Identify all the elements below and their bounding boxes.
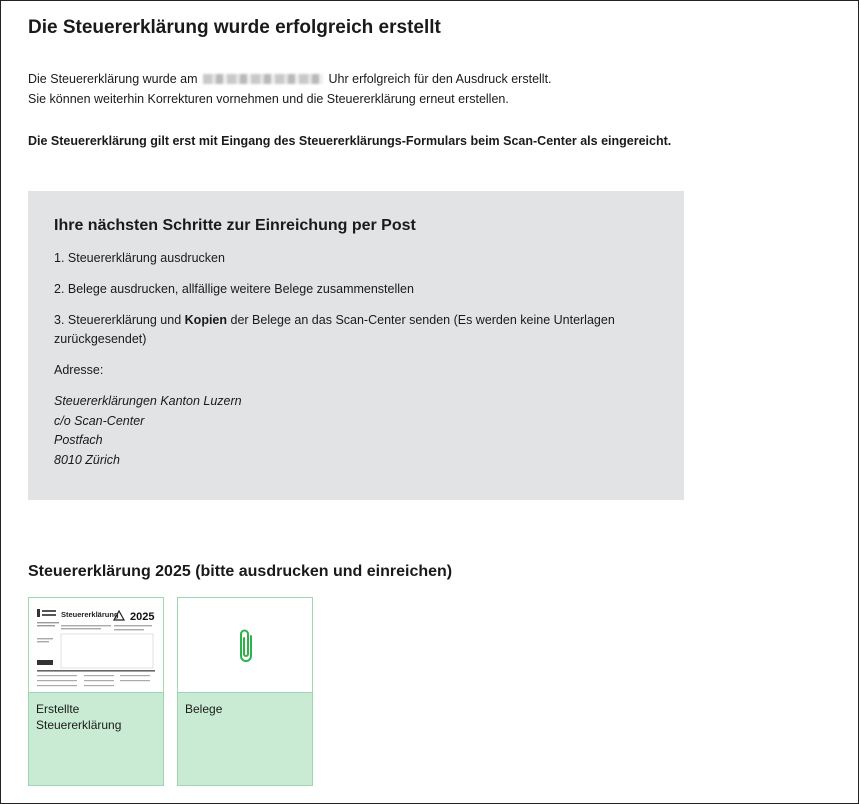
tax-return-tile[interactable] [28, 597, 164, 786]
step-3 [54, 311, 658, 349]
next-steps-panel [28, 191, 684, 500]
intro-line1-start: Die Steuererklärung wurde am [28, 72, 198, 86]
tax-return-thumbnail [29, 598, 163, 693]
tax-return-label-line1: Erstellte [36, 702, 80, 716]
receipts-label: Belege [185, 702, 223, 716]
receipts-thumbnail [178, 598, 312, 693]
page-title: Die Steuererklärung wurde erfolgreich erstellt [28, 17, 441, 38]
address-line: Steuererklärungen Kanton Luzern [54, 394, 242, 408]
step-1: 1. Steuererklärung ausdrucken [54, 251, 225, 265]
address-line: 8010 Zürich [54, 452, 121, 467]
address-line: c/o Scan-Center [54, 413, 145, 428]
intro-line2: Sie können weiterhin Korrekturen vornehmen und die Steuererklärung erneut erstellen. [28, 92, 509, 106]
address-line: Postfach [54, 433, 103, 447]
submission-notice: Die Steuererklärung gilt erst mit Eingang des Steuererklärungs-Formulars beim Scan-Center als eingereicht. [28, 134, 672, 148]
next-steps-heading: Ihre nächsten Schritte zur Einreichung per Post [54, 217, 416, 234]
paperclip-icon [231, 627, 261, 667]
step-3-emphasis: Kopien [184, 313, 228, 327]
receipts-tile[interactable] [177, 597, 313, 786]
step-3-text-start: 3. Steuererklärung und [54, 313, 182, 327]
tax-return-label-line2: Steuererklärung [36, 718, 122, 732]
thumb-year: 2025 [130, 611, 155, 623]
tax-return-label [29, 693, 163, 741]
step-2: 2. Belege ausdrucken, allfällige weitere Belege zusammenstellen [54, 282, 414, 296]
thumb-title: Steuererklärung [61, 610, 119, 619]
document-preview-icon [34, 604, 158, 692]
redacted-timestamp [203, 74, 323, 84]
step-3-text-end: der Belege an das Scan-Center senden (Es werden keine Unterlagen zurückgesendet) [54, 313, 615, 346]
intro-line1-end: Uhr erfolgreich für den Ausdruck erstellt. [328, 72, 552, 86]
address-label: Adresse: [54, 363, 104, 377]
postal-address [54, 392, 658, 470]
intro-text [28, 69, 552, 109]
documents-heading: Steuererklärung 2025 (bitte ausdrucken und einreichen) [28, 563, 453, 580]
